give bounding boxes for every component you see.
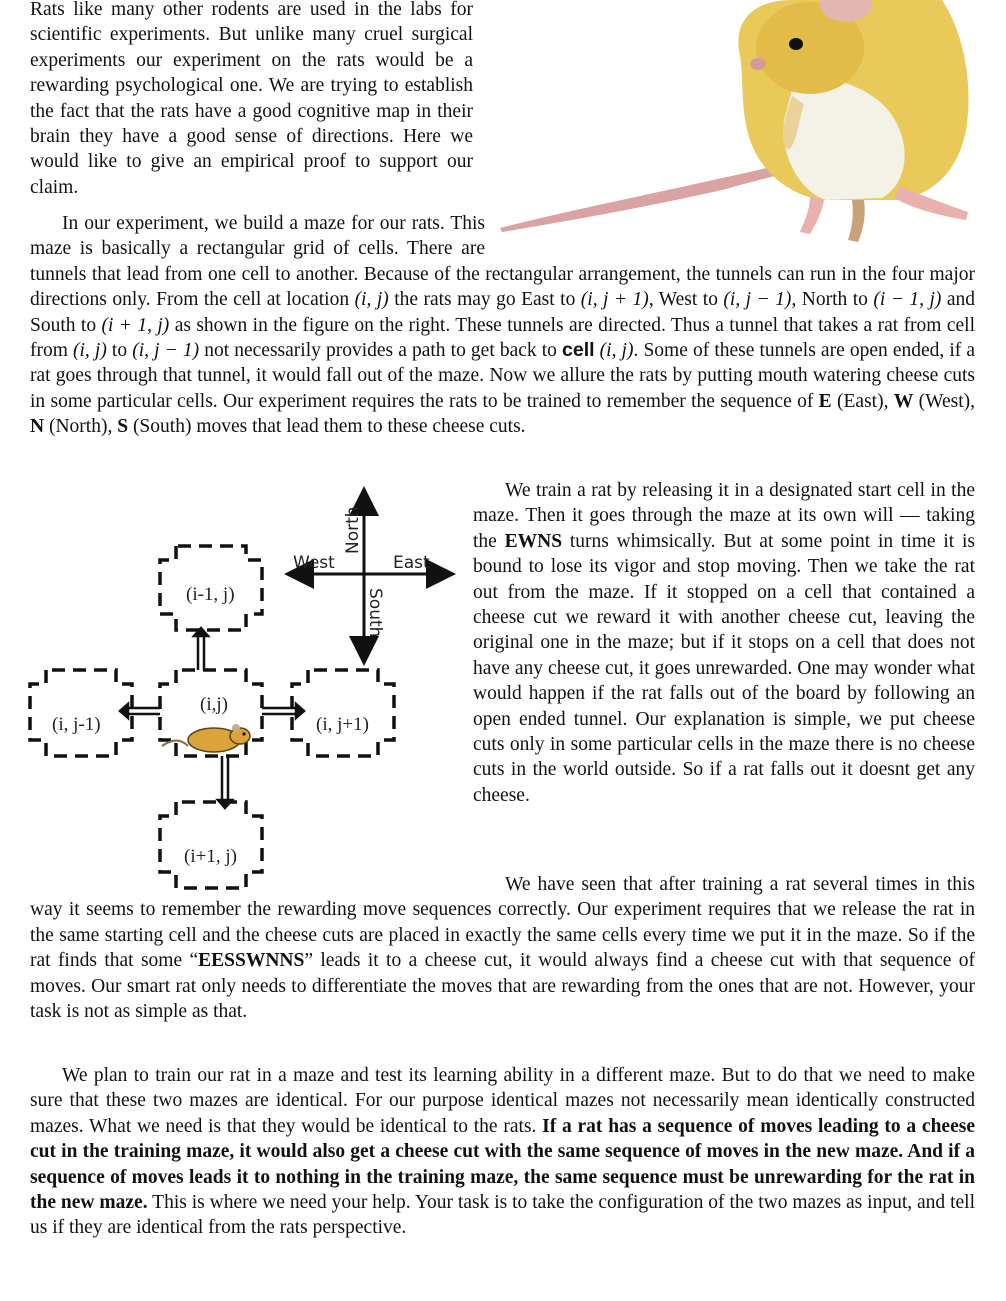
p2-n-word: (North), — [44, 416, 118, 438]
cell-east-outline — [292, 670, 394, 756]
p2-s-word: (South) moves that lead them to these cheese cuts. — [128, 416, 526, 438]
p2-w-word: (West), — [913, 390, 976, 412]
p2-t9: . Some of these tunnels are open ended, if a rat goes through that tunnel, it would fall out of the maze. Now we allure the rats by putting mouth watering cheese cuts in some particular cells. Our experiment requires the rats to be trained to remember the sequence of — [30, 340, 976, 412]
p2-m8: (i, j) — [599, 340, 634, 362]
p2-t6: as shown in the figure on the right. These tunnels are directed. Thus a tunnel that takes a rat from cell from — [30, 314, 976, 362]
cell-label-center: (i,j) — [200, 694, 228, 715]
p2-t7: to — [106, 340, 133, 362]
p2-m3: (i, j − 1) — [723, 289, 792, 311]
p2-t1: In our experiment, we build a maze for our rats. This maze is basically a rectangular grid of cells. There are tunnels that lead from one cell to another. Because of the rectangular arrangement, the tunnels can run in the four major directions only. From the cell at location — [30, 213, 975, 311]
paragraph-learning-full — [30, 872, 975, 1024]
paragraph-task — [30, 1063, 975, 1241]
p5-bold-rule: If a rat has a sequence of moves leading to a cheese cut in the training maze, it would also get a cheese cut with the same sequence of moves in the new maze. And if a sequence of moves leads it to nothing in the training maze, the same sequence must be unrewarding for the rat in the new maze. — [30, 1115, 975, 1214]
p2-t2: the rats may go East to — [388, 289, 581, 311]
p4-t1: We have seen that after training a rat several times in this way it seems to remember the rewarding move sequences correctly. Our experiment requires that we release the rat in the same starting cell and the cheese cuts are placed in exactly the same cells every time we put it in the maze. So if the rat finds that some “ — [30, 874, 975, 972]
p2-t4: , North to — [791, 289, 874, 311]
p2-t5: and South to — [30, 289, 976, 336]
p5-t1: We plan to train our rat in a maze and test its learning ability in a different maze. But to do that we need to make sure that these two mazes are identical. For our purpose identical mazes not necessarily mean identically constructed mazes. What we need is that they would be identical to the rats. — [30, 1065, 975, 1137]
p2-s: S — [117, 416, 129, 438]
cell-label-south: (i+1, j) — [184, 846, 237, 867]
p2-cell-word: cell — [562, 339, 595, 362]
p3-ewns: EWNS — [504, 530, 563, 552]
p4-t2: ” leads it to a cheese cut, it would always find a cheese cut with that sequence of moves. Our smart rat only needs to differentiate the moves that are rewarding from the ones that are not. However, your task is not as simple as that. — [30, 950, 976, 1023]
compass-north-label: North — [343, 506, 363, 554]
p2-m5: (i + 1, j) — [101, 314, 170, 336]
p2-t8: not necessarily provides a path to get back to — [199, 340, 563, 362]
p2-t3: , West to — [648, 289, 724, 311]
p2-m1: (i, j) — [354, 289, 389, 311]
p2-m6: (i, j) — [73, 340, 107, 362]
paragraph-maze-full — [30, 211, 975, 440]
paragraph-training — [473, 478, 975, 808]
p4-sequence: EESSWNNS — [198, 950, 305, 972]
p2-m2: (i, j + 1) — [580, 289, 649, 311]
p3-t2: turns whimsically. But at some point in time it is bound to lose its vigor and stop moving. Then we take the rat out from the maze. If it stopped on a cell that contained a cheese cut we reward it with another cheese cut, leaving the original one in the maze; but if it stops on a cell that does not have any cheese cut, it goes unrewarded. One may wonder what would happen if the rat falls out of the board by following an open ended tunnel. Our explanation is simple, we put cheese cuts only in some particular cells in the maze there is no cheese cuts in the world outside. So if a rat falls out it doesnt get any cheese. — [473, 530, 975, 806]
cell-label-west: (i, j-1) — [52, 714, 101, 735]
compass — [288, 492, 450, 662]
cell-label-north: (i-1, j) — [186, 584, 235, 605]
p2-e: E — [818, 390, 832, 412]
p2-n: N — [30, 416, 45, 438]
compass-east-label: East — [393, 553, 430, 573]
compass-south-label: South — [365, 588, 385, 638]
p2-m4: (i − 1, j) — [873, 289, 942, 311]
paragraph-intro: Rats like many other rodents are used in the labs for scientific experiments. But unlike many cruel surgical experiments our experiment on the rats would be a rewarding psychological one. We are trying to establish the fact that the rats have a good cognitive map in their brain they have a good sense of directions. Here we would like to give an empirical proof to support our claim. — [30, 0, 473, 198]
maze-direction-diagram — [28, 484, 460, 914]
p2-w: W — [893, 390, 914, 412]
p5-t2: This is where we need your help. Your task is to take the configuration of the two mazes as input, and tell us if they are identical from the rats perspective. — [30, 1192, 975, 1239]
p2-float-spacer — [485, 210, 975, 260]
p2-m7: (i, j − 1) — [132, 340, 200, 362]
cell-west-outline — [30, 670, 132, 756]
tunnels — [120, 628, 304, 808]
p3-t1: We train a rat by releasing it in a designated start cell in the maze. Then it goes through the maze at its own will — taking the — [473, 480, 975, 552]
p4-float-spacer — [30, 872, 473, 897]
p2-e-word: (East), — [831, 390, 894, 412]
compass-west-label: West — [293, 553, 335, 573]
cell-label-east: (i, j+1) — [316, 714, 369, 735]
